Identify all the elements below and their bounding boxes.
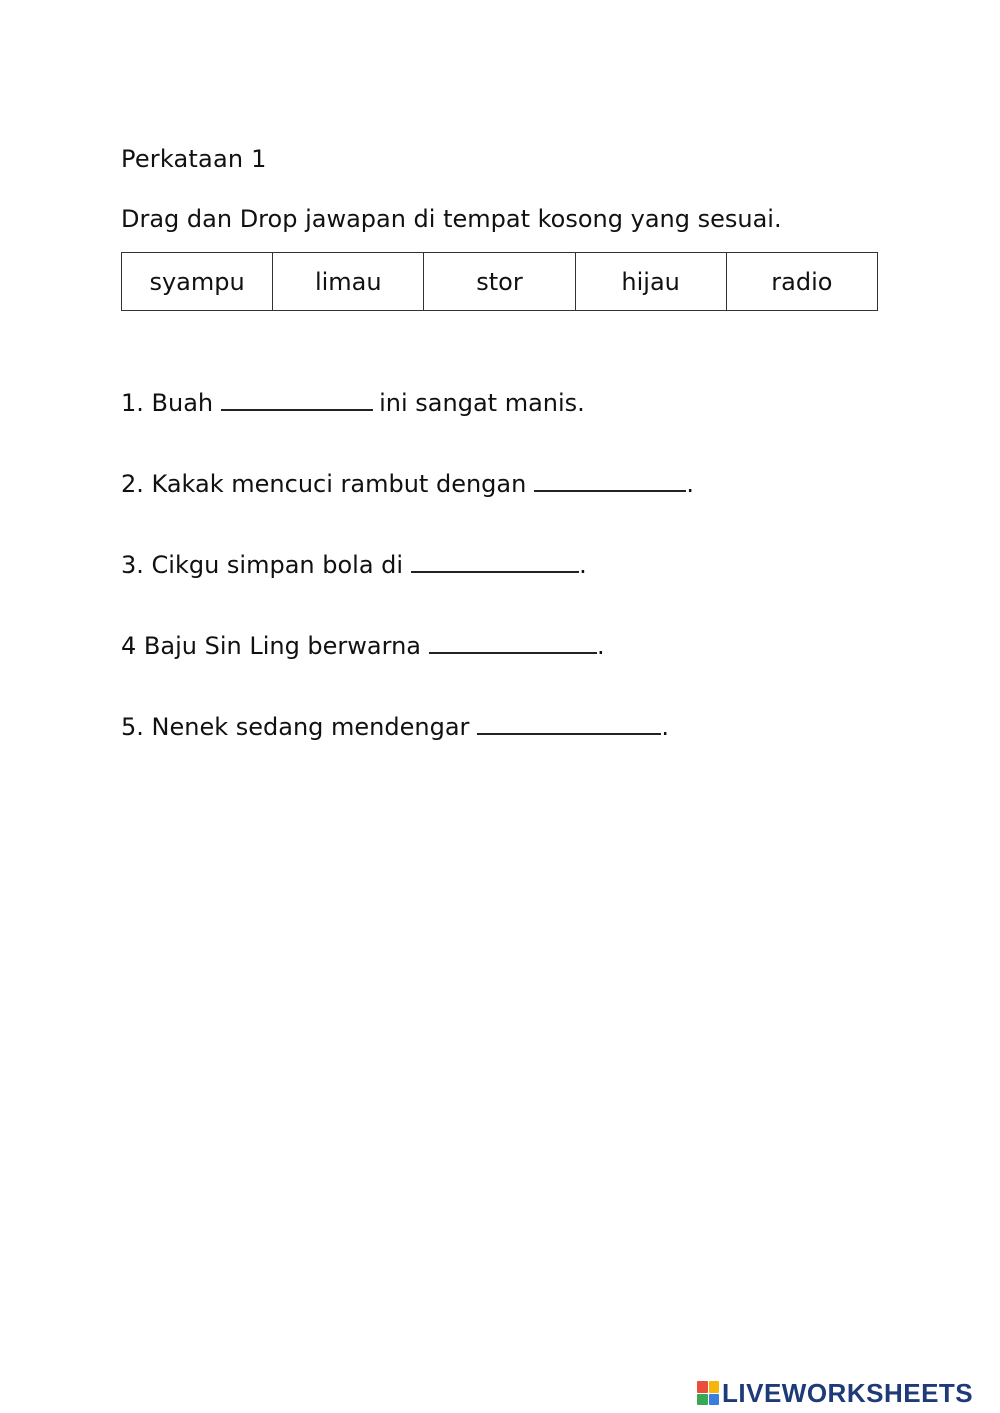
question-3 <box>121 549 587 579</box>
instruction-text: Drag dan Drop jawapan di tempat kosong yang sesuai. <box>121 205 782 233</box>
liveworksheets-logo <box>697 1378 973 1408</box>
logo-text: LIVEWORKSHEETS <box>722 1377 974 1408</box>
question-1 <box>121 387 585 417</box>
liveworksheets-logo-icon <box>697 1381 719 1405</box>
drop-zone-5[interactable] <box>477 711 661 735</box>
question-1-prefix: 1. Buah <box>121 389 214 417</box>
question-2 <box>121 468 694 498</box>
drop-zone-4[interactable] <box>429 630 597 654</box>
word-bank <box>121 252 878 311</box>
drop-zone-1[interactable] <box>221 387 373 411</box>
drop-zone-2[interactable] <box>534 468 686 492</box>
question-2-prefix: 2. Kakak mencuci rambut dengan <box>121 470 527 498</box>
question-4-suffix: . <box>597 632 605 660</box>
question-5-suffix: . <box>661 713 670 741</box>
logo-square-green <box>697 1394 708 1406</box>
question-3-suffix: . <box>579 551 587 579</box>
logo-square-red <box>697 1381 708 1393</box>
question-4-prefix: 4 Baju Sin Ling berwarna <box>121 632 421 660</box>
word-bank-item-limau[interactable]: limau <box>273 253 424 311</box>
worksheet-title: Perkataan 1 <box>121 145 267 173</box>
word-bank-item-syampu[interactable]: syampu <box>122 253 273 311</box>
logo-square-blue <box>709 1394 720 1406</box>
logo-square-yellow <box>709 1381 720 1393</box>
question-5-prefix: 5. Nenek sedang mendengar <box>121 713 470 741</box>
word-bank-item-radio[interactable]: radio <box>726 253 877 311</box>
question-4 <box>121 630 605 660</box>
drop-zone-3[interactable] <box>411 549 579 573</box>
question-1-suffix: ini sangat manis. <box>379 389 585 417</box>
question-3-prefix: 3. Cikgu simpan bola di <box>121 551 404 579</box>
question-2-suffix: . <box>686 470 694 498</box>
question-5 <box>121 711 669 741</box>
word-bank-item-hijau[interactable]: hijau <box>575 253 726 311</box>
word-bank-item-stor[interactable]: stor <box>424 253 575 311</box>
